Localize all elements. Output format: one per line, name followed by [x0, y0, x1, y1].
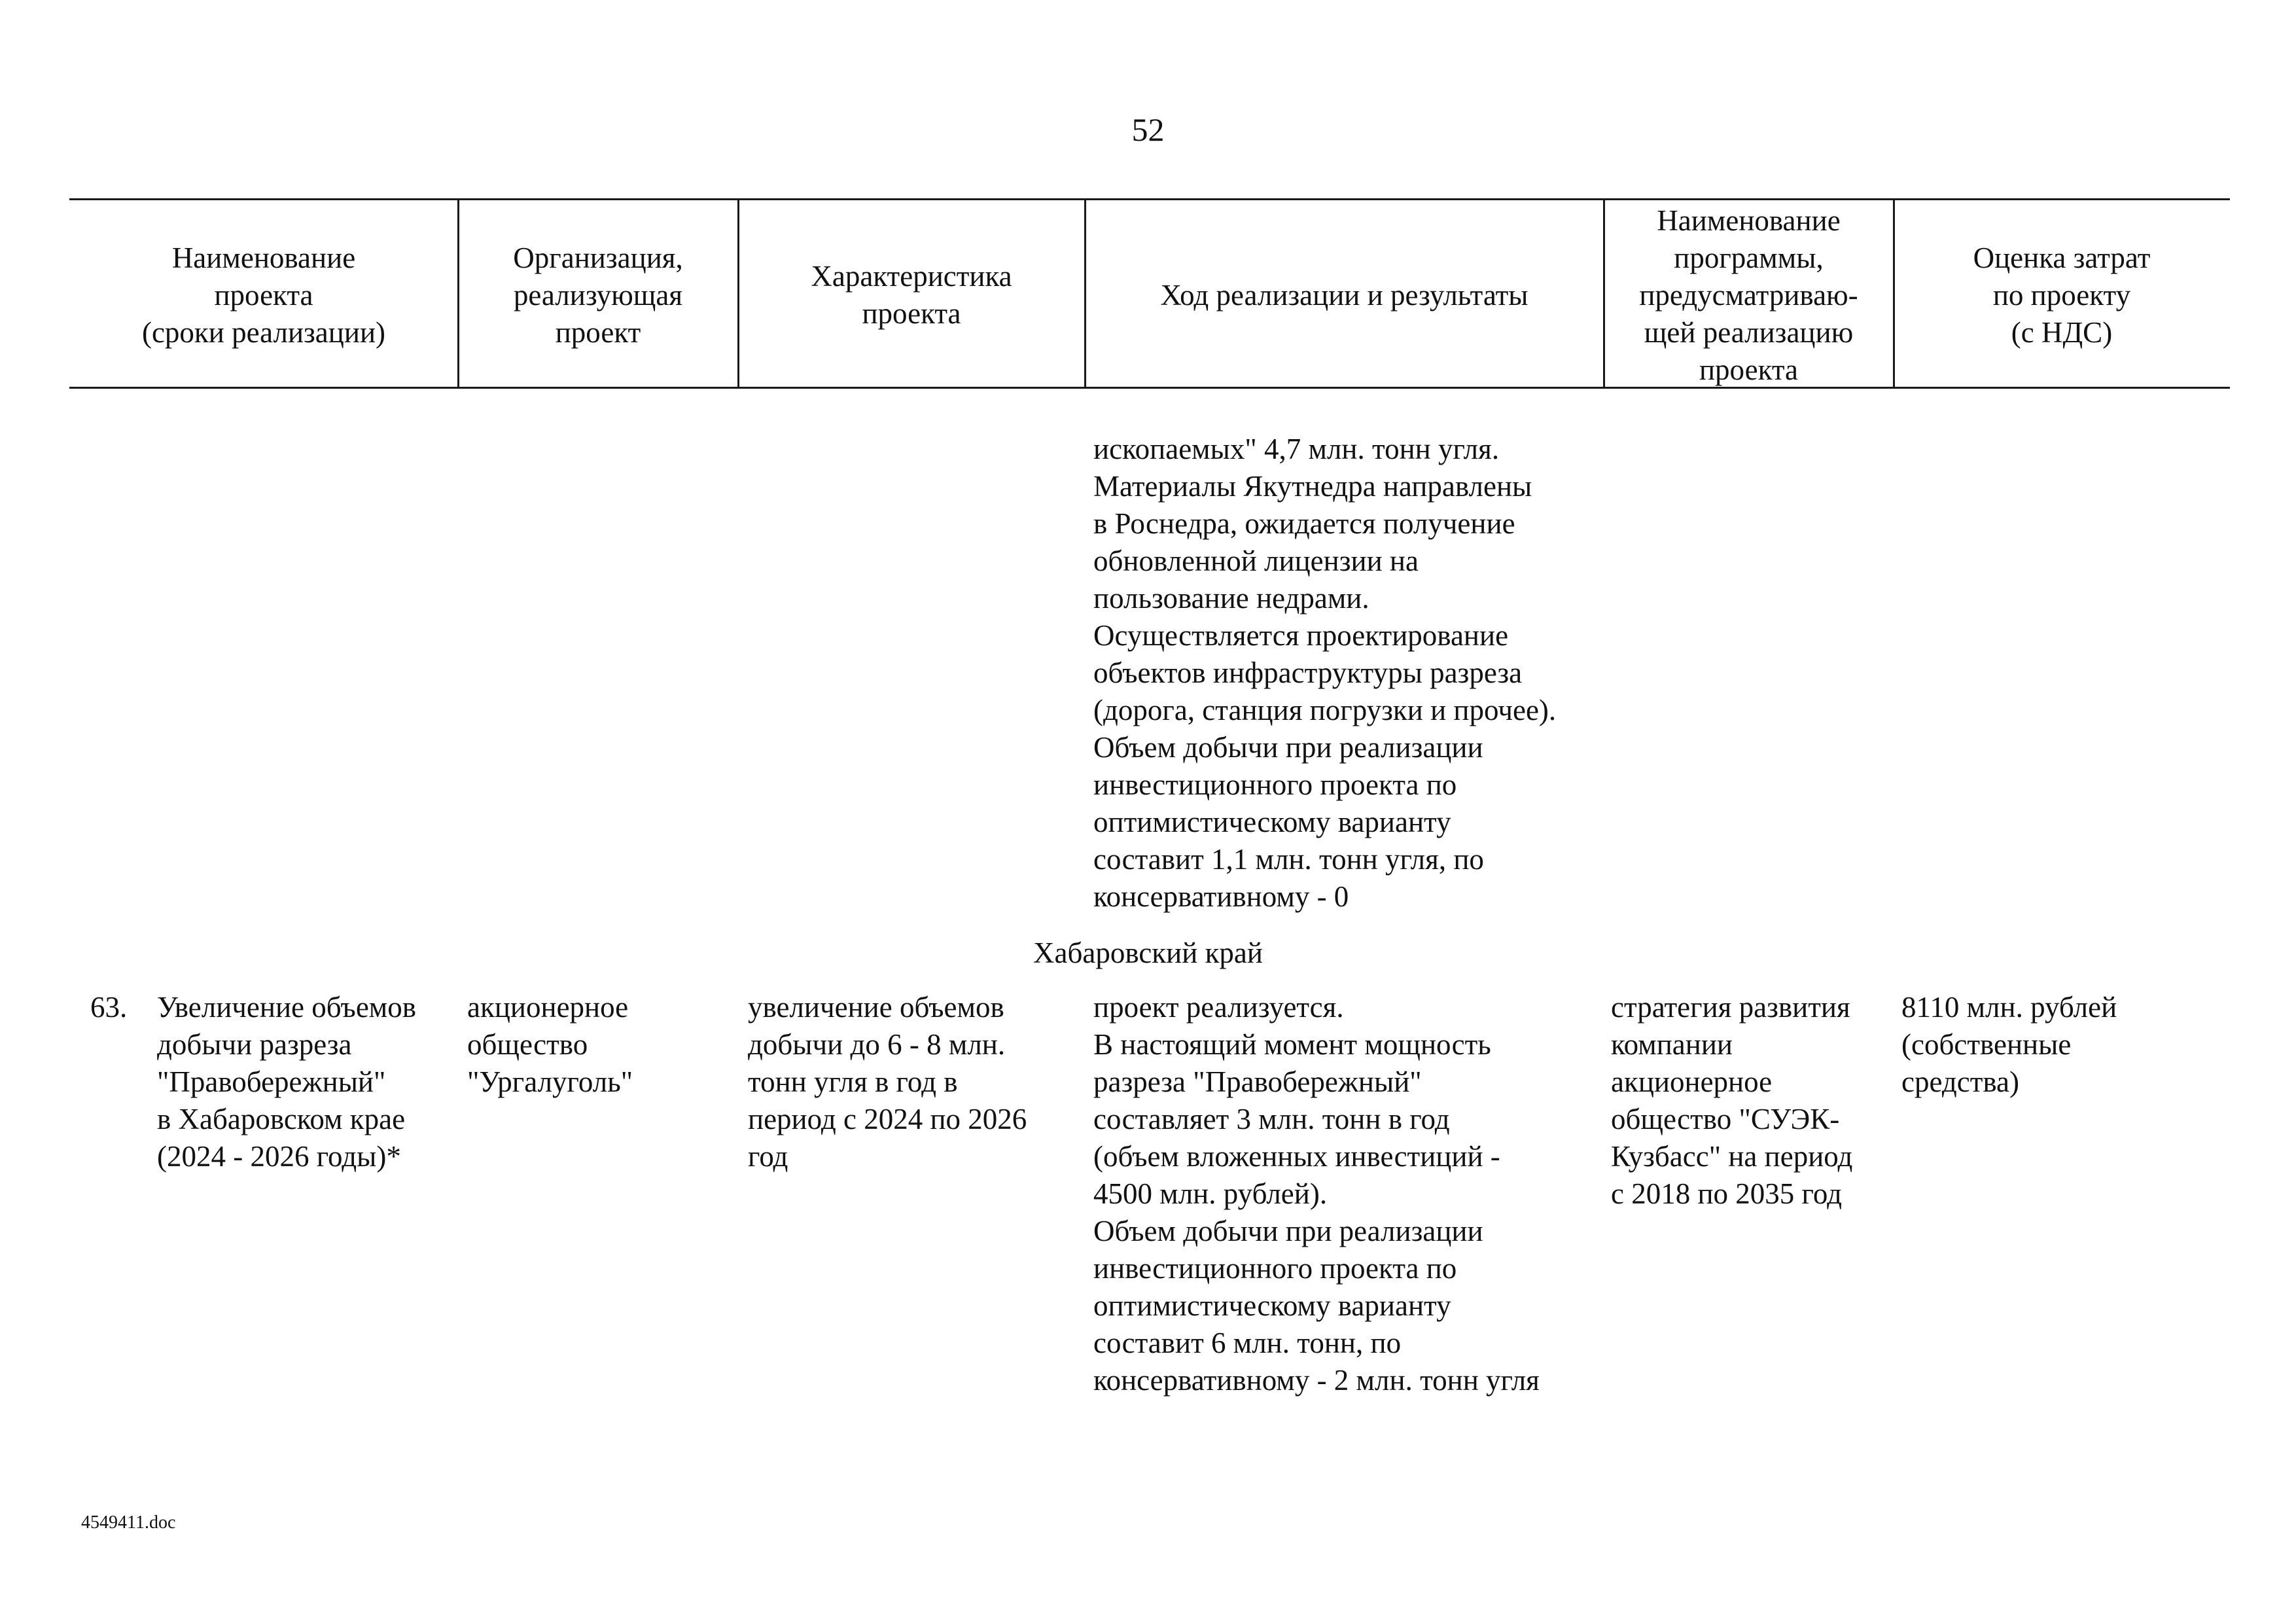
- header-organization: Организация, реализующая проект: [513, 241, 683, 349]
- row-progress: проект реализуется. В настоящий момент мощность разреза "Правобережный" составляет 3 млн. тонн в год (объем вложенных инвестиций - 4500 млн. рублей). Объем добычи при реализации инвестиционного проекта по оптимистическому варианту составит 6 млн. тонн, по консервативному - 2 млн. тонн угля: [1093, 991, 1540, 1397]
- header-characteristic: Характеристика проекта: [811, 260, 1012, 330]
- row-cost: 8110 млн. рублей (собственные средства): [1901, 991, 2117, 1098]
- page-number: 52: [1131, 111, 1165, 148]
- continuation-progress-text: ископаемых" 4,7 млн. тонн угля. Материалы Якутнедра направлены в Роснедра, ожидается получение обновленной лицензии на пользование недрами. Осуществляется проектирование объектов инфраструктуры разреза (дорога, станция погрузки и прочее). Объем добычи при реализации инвестиционного проекта по оптимистическому варианту составит 1,1 млн. тонн угля, по консервативному - 0: [1093, 433, 1557, 913]
- row-number: 63.: [90, 991, 128, 1024]
- region-title: Хабаровский край: [1033, 936, 1263, 969]
- header-program: Наименование программы, предусматриваю- щей реализацию проекта: [1639, 204, 1858, 386]
- row-characteristic: увеличение объемов добычи до 6 - 8 млн. тонн угля в год в период с 2024 по 2026 год: [748, 991, 1027, 1173]
- header-cost: Оценка затрат по проекту (с НДС): [1973, 241, 2151, 349]
- header-project-name: Наименование проекта (сроки реализации): [141, 241, 386, 349]
- row-organization: акционерное общество "Ургалуголь": [467, 991, 633, 1098]
- header-progress: Ход реализации и результаты: [1160, 278, 1528, 312]
- row-project-name: Увеличение объемов добычи разреза "Правобережный" в Хабаровском крае (2024 - 2026 годы)*: [157, 991, 417, 1173]
- row-program: стратегия развития компании акционерное общество "СУЭК- Кузбасс" на период с 2018 по 2035 год: [1611, 991, 1853, 1210]
- document-code: 4549411.doc: [81, 1512, 176, 1533]
